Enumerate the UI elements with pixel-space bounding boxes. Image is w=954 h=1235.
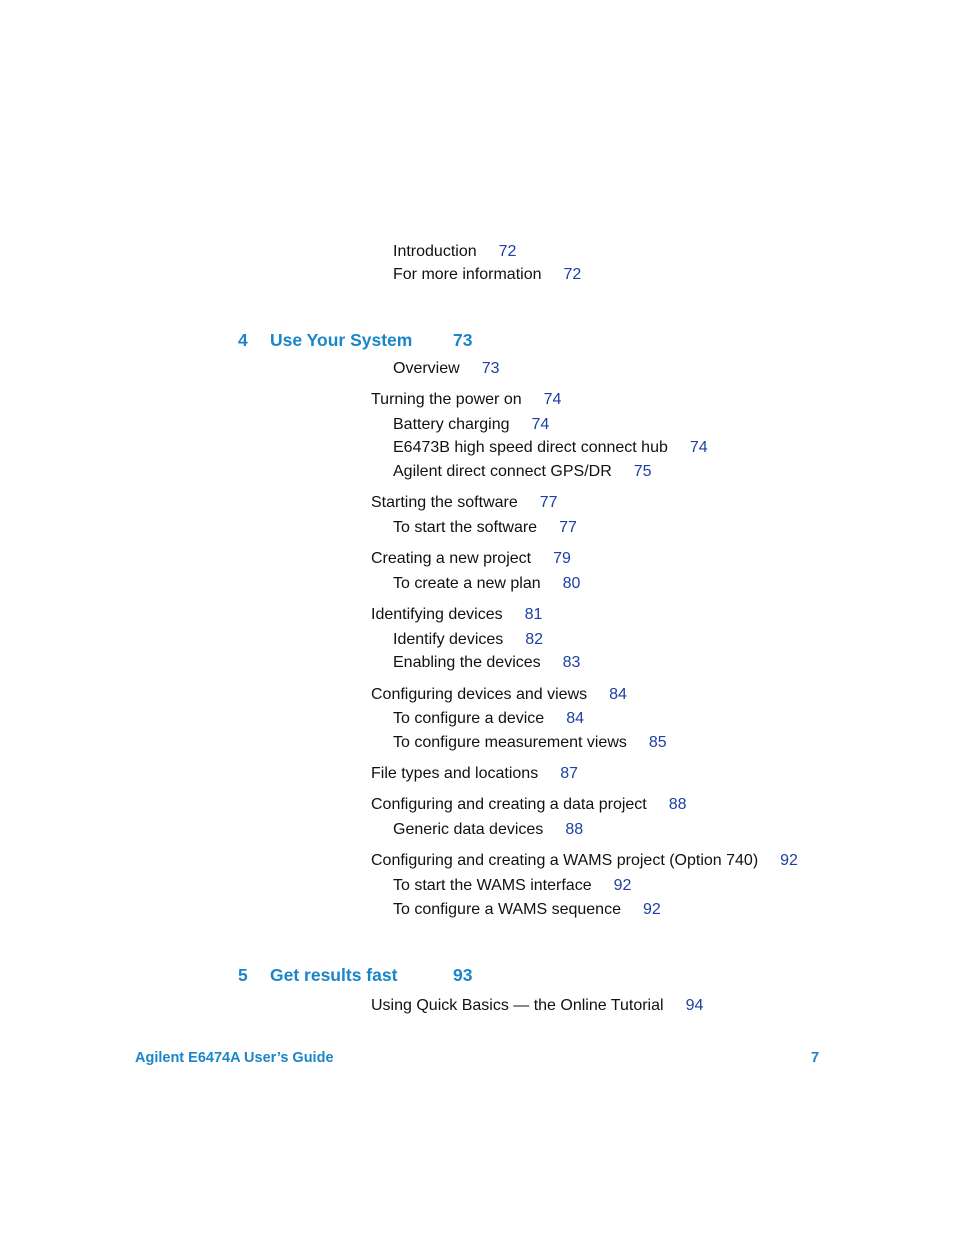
toc-entry[interactable] [393, 630, 543, 650]
toc-section[interactable] [371, 605, 542, 625]
toc-entry[interactable] [393, 653, 580, 673]
toc-entry[interactable] [393, 518, 577, 538]
toc-page-link[interactable]: 94 [685, 997, 704, 1014]
chapter-title: Get results fast [270, 965, 398, 985]
toc-section[interactable] [371, 390, 561, 410]
toc-entry[interactable] [393, 820, 583, 840]
toc-entry-label: Identifying devices [371, 606, 503, 623]
toc-page-link[interactable]: 77 [559, 519, 577, 536]
toc-entry-label: Configuring and creating a data project [371, 796, 647, 813]
chapter-number: 4 [238, 330, 248, 350]
toc-entry[interactable] [393, 359, 499, 379]
toc-section[interactable] [371, 764, 578, 784]
toc-entry-label: Configuring and creating a WAMS project (Option 740) [371, 852, 759, 869]
toc-page-link[interactable]: 92 [780, 852, 798, 869]
toc-page-link[interactable]: 77 [539, 494, 558, 511]
toc-page-link[interactable]: 83 [562, 654, 581, 671]
toc-page-link[interactable]: 84 [566, 710, 584, 727]
toc-entry[interactable] [393, 438, 708, 458]
toc-entry-label: For more information [393, 266, 542, 283]
toc-page-link[interactable]: 85 [648, 734, 667, 751]
chapter-page[interactable]: 93 [453, 965, 473, 985]
toc-entry-label: To start the WAMS interface [393, 877, 592, 894]
toc-page-link[interactable]: 74 [543, 391, 562, 408]
toc-entry-label: E6473B high speed direct connect hub [393, 439, 668, 456]
toc-page-link[interactable]: 75 [633, 463, 652, 480]
toc-entry-label: Overview [393, 360, 460, 377]
toc-page-link[interactable]: 88 [668, 796, 687, 813]
toc-page-link[interactable]: 92 [642, 901, 661, 918]
toc-entry-label: Creating a new project [371, 550, 532, 567]
chapter-page[interactable]: 73 [453, 330, 473, 350]
toc-entry[interactable] [393, 709, 584, 729]
toc-section[interactable] [371, 996, 703, 1016]
toc-page-link[interactable]: 82 [525, 631, 544, 648]
toc-section[interactable] [371, 685, 627, 705]
toc-page-link[interactable]: 88 [565, 821, 584, 838]
toc-entry-label: Battery charging [393, 416, 510, 433]
toc-page-link[interactable]: 74 [531, 416, 550, 433]
toc-entry[interactable] [393, 415, 549, 435]
toc-entry[interactable] [393, 574, 580, 594]
toc-entry-label: To create a new plan [393, 575, 541, 592]
chapter-5-heading[interactable] [238, 964, 538, 986]
toc-entry-label: To start the software [393, 519, 538, 536]
toc-page-link[interactable]: 87 [560, 765, 578, 782]
chapter-number: 5 [238, 965, 248, 985]
toc-entry[interactable] [393, 242, 516, 262]
toc-page-link[interactable]: 72 [563, 266, 582, 283]
toc-entry-label: Starting the software [371, 494, 518, 511]
toc-section[interactable] [371, 795, 687, 815]
chapter-4-heading[interactable] [238, 329, 538, 351]
toc-entry-label: To configure a device [393, 710, 545, 727]
toc-section[interactable] [371, 851, 798, 871]
toc-entry-label: Agilent direct connect GPS/DR [393, 463, 612, 480]
toc-entry-label: Configuring devices and views [371, 686, 588, 703]
toc-entry-label: Generic data devices [393, 821, 544, 838]
toc-page-link[interactable]: 92 [613, 877, 632, 894]
toc-page-link[interactable]: 81 [524, 606, 543, 623]
toc-entry-label: Turning the power on [371, 391, 522, 408]
toc-page-link[interactable]: 79 [553, 550, 571, 567]
toc-entry-label: To configure a WAMS sequence [393, 901, 621, 918]
toc-entry[interactable] [393, 876, 631, 896]
toc-section[interactable] [371, 549, 571, 569]
toc-page-link[interactable]: 72 [498, 243, 517, 260]
toc-page-link[interactable]: 84 [609, 686, 627, 703]
toc-entry-label: Enabling the devices [393, 654, 541, 671]
toc-section[interactable] [371, 493, 558, 513]
toc-page-link[interactable]: 74 [689, 439, 708, 456]
toc-entry[interactable] [393, 900, 661, 920]
toc-entry-label: File types and locations [371, 765, 539, 782]
toc-page-link[interactable]: 73 [481, 360, 500, 377]
toc-entry-label: Introduction [393, 243, 477, 260]
toc-entry[interactable] [393, 265, 581, 285]
toc-entry-label: Identify devices [393, 631, 504, 648]
footer-title: Agilent E6474A User’s Guide [135, 1050, 334, 1066]
chapter-title: Use Your System [270, 330, 413, 350]
toc-entry-label: To configure measurement views [393, 734, 627, 751]
footer-page-number: 7 [811, 1050, 820, 1066]
toc-entry-label: Using Quick Basics — the Online Tutorial [371, 997, 664, 1014]
toc-entry[interactable] [393, 733, 667, 753]
toc-page-link[interactable]: 80 [562, 575, 581, 592]
toc-entry[interactable] [393, 462, 652, 482]
